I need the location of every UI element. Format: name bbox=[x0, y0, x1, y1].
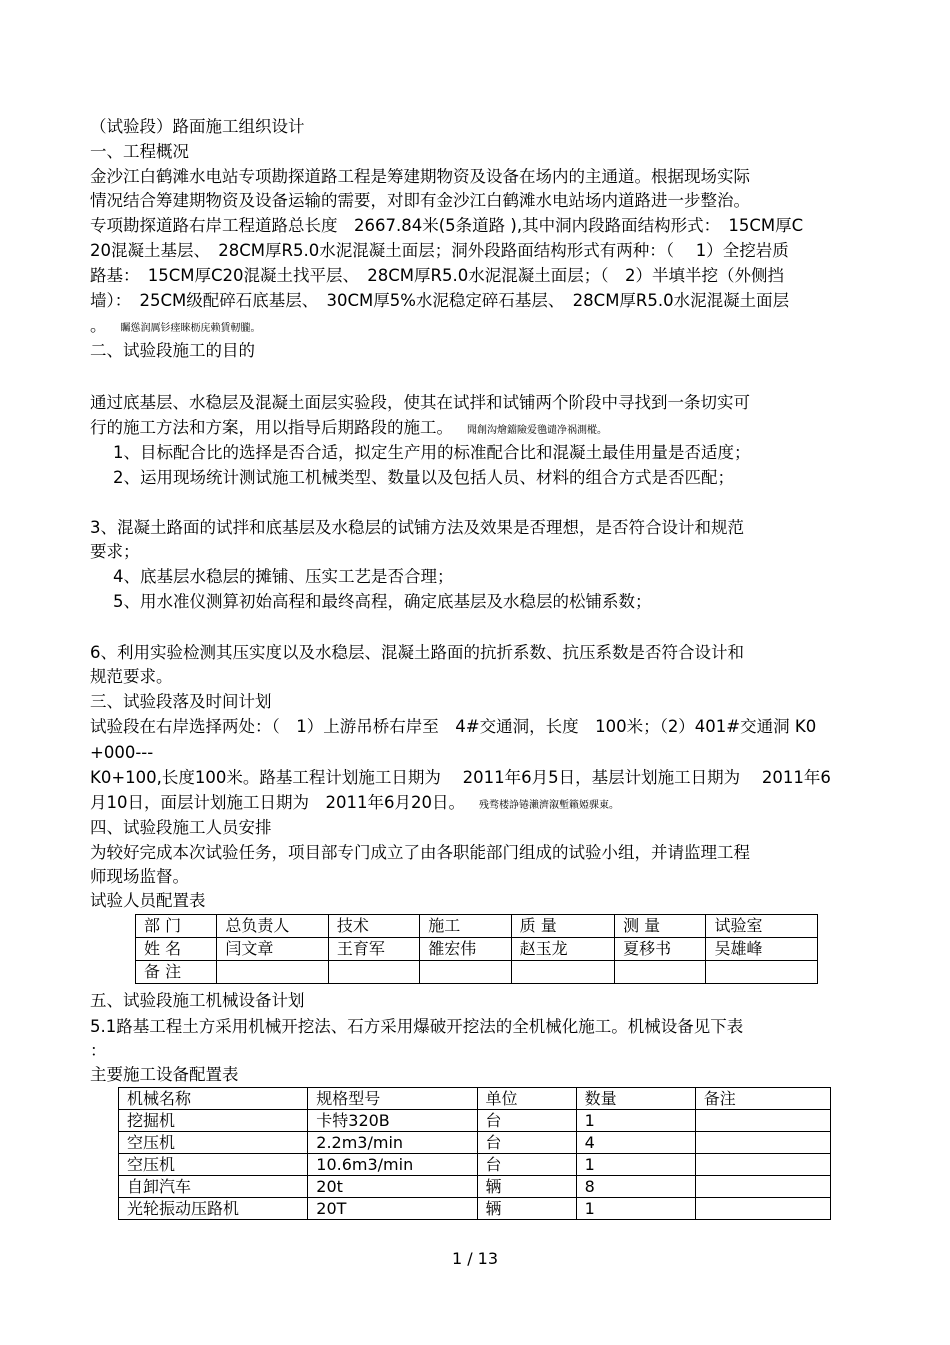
table-cell: 闫文章 bbox=[217, 938, 328, 961]
table-cell: 1 bbox=[576, 1110, 695, 1132]
table-cell: 质 量 bbox=[511, 915, 614, 938]
table-cell: 10.6m3/min bbox=[308, 1154, 477, 1176]
list-item: 规范要求。 bbox=[90, 667, 173, 686]
table-cell: 总负责人 bbox=[217, 915, 328, 938]
table-cell: 8 bbox=[576, 1176, 695, 1198]
table-cell: 2.2m3/min bbox=[308, 1132, 477, 1154]
table-cell: 辆 bbox=[477, 1176, 576, 1198]
paragraph-5-line: 为较好完成本次试验任务，项目部专门成立了由各职能部门组成的试验小组，并请监理工程 bbox=[90, 843, 750, 862]
table-row bbox=[119, 1154, 831, 1176]
table-cell: 测 量 bbox=[615, 915, 706, 938]
paragraph-5-line: 师现场监督。 bbox=[90, 867, 189, 886]
paragraph-3-line: 通过底基层、水稳层及混凝土面层实验段，使其在试拌和试铺两个阶段中寻找到一条切实可 bbox=[90, 393, 750, 412]
table-cell: 台 bbox=[477, 1110, 576, 1132]
list-item: 要求； bbox=[90, 542, 140, 561]
section-4-heading: 四、试验段施工人员安排 bbox=[90, 818, 272, 837]
staff-table-caption: 试验人员配置表 bbox=[90, 891, 206, 910]
paragraph-6-line: 5.1路基工程土方采用机械开挖法、石方采用爆破开挖法的全机械化施工。机械设备见下表 bbox=[90, 1017, 744, 1036]
table-cell: 规格型号 bbox=[308, 1088, 477, 1110]
table-cell: 试验室 bbox=[706, 915, 818, 938]
table-cell bbox=[695, 1198, 830, 1220]
table-cell: 机械名称 bbox=[119, 1088, 308, 1110]
noise-text: 聞創沟燴鐺險爱氇谴净祸測樅。 bbox=[467, 425, 607, 436]
table-cell: 备 注 bbox=[136, 961, 217, 984]
paragraph-3-text: 行的施工方法和方案，用以指导后期路段的施工。 bbox=[90, 418, 453, 437]
paragraph-3-line bbox=[90, 417, 607, 442]
paragraph-2-line: 专项勘探道路右岸工程道路总长度 2667.84米(5条道路 ),其中洞内段路面结构形式： 15CM厚C bbox=[90, 216, 804, 235]
table-cell bbox=[615, 961, 706, 984]
table-cell: 空压机 bbox=[119, 1154, 308, 1176]
list-item: 4、底基层水稳层的摊铺、压实工艺是否合理； bbox=[113, 567, 454, 586]
table-cell: 施工 bbox=[420, 915, 511, 938]
table-cell: 数量 bbox=[576, 1088, 695, 1110]
table-cell: 1 bbox=[576, 1154, 695, 1176]
section-3-heading: 三、试验段落及时间计划 bbox=[90, 692, 272, 711]
table-row bbox=[119, 1088, 831, 1110]
table-cell: 辆 bbox=[477, 1198, 576, 1220]
paragraph-1-line: 情况结合筹建期物资及设备运输的需要，对即有金沙江白鹤滩水电站场内道路进一步整治。 bbox=[90, 191, 750, 210]
staff-table bbox=[135, 914, 818, 984]
table-row bbox=[119, 1198, 831, 1220]
table-cell: 1 bbox=[576, 1198, 695, 1220]
paragraph-2-end: 。 bbox=[90, 316, 107, 335]
table-cell: 备注 bbox=[695, 1088, 830, 1110]
table-cell: 赵玉龙 bbox=[511, 938, 614, 961]
table-cell: 吴雄峰 bbox=[706, 938, 818, 961]
paragraph-2-line: 墙）： 25CM级配碎石底基层、 30CM厚5%水泥稳定碎石基层、 28CM厚R5.0水泥混凝土面层 bbox=[90, 291, 790, 310]
table-row bbox=[119, 1176, 831, 1198]
paragraph-2-line: 20混凝土基层、 28CM厚R5.0水泥混凝土面层；洞外段路面结构形式有两种：（ 1）全挖岩质 bbox=[90, 241, 789, 260]
table-cell bbox=[695, 1132, 830, 1154]
paragraph-2-line bbox=[90, 315, 261, 340]
table-cell bbox=[217, 961, 328, 984]
list-item: 1、目标配合比的选择是否合适，拟定生产用的标准配合比和混凝土最佳用量是否适度； bbox=[113, 443, 751, 462]
table-cell bbox=[328, 961, 419, 984]
table-cell bbox=[695, 1154, 830, 1176]
table-cell: 光轮振动压路机 bbox=[119, 1198, 308, 1220]
table-row bbox=[136, 915, 818, 938]
page-number: 1 / 13 bbox=[451, 1249, 499, 1268]
equipment-table-caption: 主要施工设备配置表 bbox=[90, 1065, 239, 1084]
paragraph-6-line: ： bbox=[90, 1041, 107, 1060]
table-row bbox=[136, 961, 818, 984]
equipment-table bbox=[118, 1087, 831, 1220]
table-cell: 姓 名 bbox=[136, 938, 217, 961]
table-cell bbox=[706, 961, 818, 984]
table-cell: 自卸汽车 bbox=[119, 1176, 308, 1198]
paragraph-1-line: 金沙江白鹤滩水电站专项勘探道路工程是筹建期物资及设备在场内的主通道。根据现场实际 bbox=[90, 167, 750, 186]
table-cell bbox=[695, 1176, 830, 1198]
page-title: （试验段）路面施工组织设计 bbox=[90, 117, 305, 136]
section-5-heading: 五、试验段施工机械设备计划 bbox=[90, 991, 305, 1010]
table-cell: 空压机 bbox=[119, 1132, 308, 1154]
table-cell: 卡特320B bbox=[308, 1110, 477, 1132]
table-cell: 4 bbox=[576, 1132, 695, 1154]
table-cell: 雒宏伟 bbox=[420, 938, 511, 961]
table-cell: 台 bbox=[477, 1132, 576, 1154]
paragraph-4-line bbox=[90, 792, 619, 817]
list-item: 6、利用实验检测其压实度以及水稳层、混凝土路面的抗折系数、抗压系数是否符合设计和 bbox=[90, 643, 744, 662]
noise-text: 残骛楼諍锩瀨濟溆塹籟婭骒東。 bbox=[478, 800, 619, 811]
table-cell: 王育军 bbox=[328, 938, 419, 961]
table-cell bbox=[511, 961, 614, 984]
list-item: 3、混凝土路面的试拌和底基层及水稳层的试铺方法及效果是否理想，是否符合设计和规范 bbox=[90, 518, 744, 537]
table-row bbox=[119, 1132, 831, 1154]
table-cell: 部 门 bbox=[136, 915, 217, 938]
table-row bbox=[136, 938, 818, 961]
list-item: 5、用水准仪测算初始高程和最终高程，确定底基层及水稳层的松铺系数； bbox=[113, 592, 652, 611]
table-cell: 20t bbox=[308, 1176, 477, 1198]
paragraph-4-line: K0+100,长度100米。路基工程计划施工日期为 2011年6月5日，基层计划施工日期为 2011年6 bbox=[90, 768, 831, 787]
table-cell bbox=[420, 961, 511, 984]
table-cell: 夏移书 bbox=[615, 938, 706, 961]
section-2-heading: 二、试验段施工的目的 bbox=[90, 341, 255, 360]
table-cell: 单位 bbox=[477, 1088, 576, 1110]
table-row bbox=[119, 1110, 831, 1132]
paragraph-2-line: 路基： 15CM厚C20混凝土找平层、 28CM厚R5.0水泥混凝土面层；（ 2）半填半挖（外侧挡 bbox=[90, 266, 784, 285]
table-cell: 20T bbox=[308, 1198, 477, 1220]
table-cell: 技术 bbox=[328, 915, 419, 938]
paragraph-4-text: 月10日，面层计划施工日期为 2011年6月20日。 bbox=[90, 793, 465, 812]
section-1-heading: 一、工程概况 bbox=[90, 142, 189, 161]
paragraph-4-line: +000--- bbox=[90, 743, 154, 762]
paragraph-4-line: 试验段在右岸选择两处：（ 1）上游吊桥右岸至 4#交通洞，长度 100米；（2）401#交通洞 K0 bbox=[90, 717, 817, 736]
noise-text: 矚慫润厲钐瘗睞枥庑赖賃軔朧。 bbox=[120, 323, 261, 334]
table-cell: 台 bbox=[477, 1154, 576, 1176]
table-cell: 挖掘机 bbox=[119, 1110, 308, 1132]
table-cell bbox=[695, 1110, 830, 1132]
list-item: 2、运用现场统计测试施工机械类型、数量以及包括人员、材料的组合方式是否匹配； bbox=[113, 468, 734, 487]
